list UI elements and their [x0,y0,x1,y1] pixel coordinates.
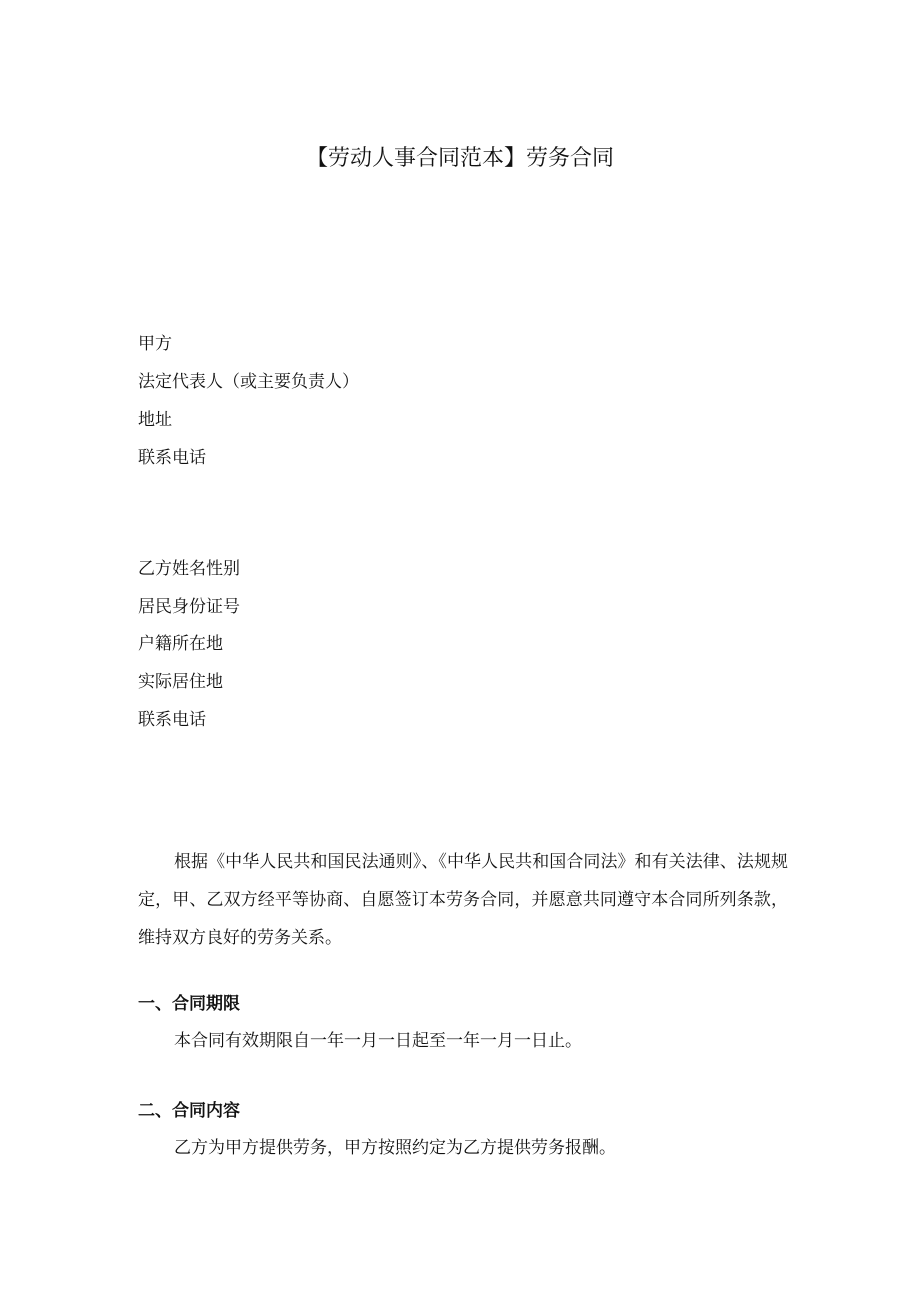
party-b-residence-label: 实际居住地 [138,672,223,692]
section-body-content: 乙方为甲方提供劳务，甲方按照约定为乙方提供劳务报酬。 [174,1138,616,1158]
section-body-term: 本合同有效期限自一年一月一日起至一年一月一日止。 [174,1031,582,1051]
document-title: 【劳动人事合同范本】劳务合同 [305,146,614,171]
section-heading-content: 二、合同内容 [138,1101,240,1121]
section-heading-term: 一、合同期限 [138,994,240,1014]
party-b-household-label: 户籍所在地 [138,634,223,654]
party-a-legal-rep-label: 法定代表人（或主要负责人） [138,372,359,392]
party-a-name-label: 甲方 [138,334,172,354]
party-a-address-label: 地址 [138,410,172,430]
party-b-phone-label: 联系电话 [138,710,206,730]
party-a-phone-label: 联系电话 [138,448,206,468]
preamble-paragraph: 根据《中华人民共和国民法通则》、《中华人民共和国合同法》和有关法律、法规规定，甲、乙双方经平等协商、自愿签订本劳务合同，并愿意共同遵守本合同所列条款，维持双方良好的劳务关系。 [138,852,788,948]
party-b-id-number-label: 居民身份证号 [138,597,240,617]
party-b-name-gender-label: 乙方姓名性别 [138,559,240,579]
